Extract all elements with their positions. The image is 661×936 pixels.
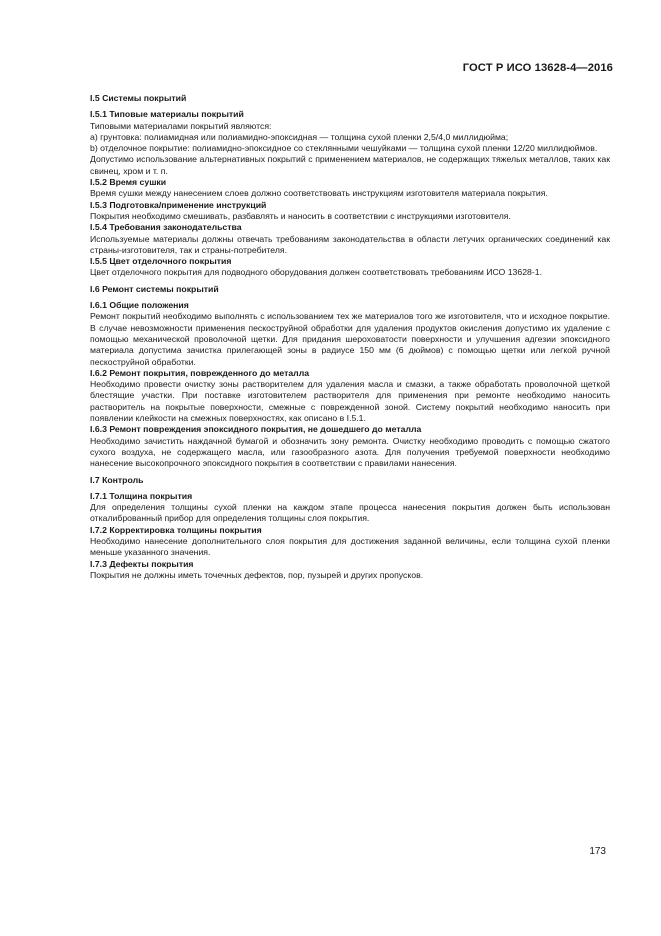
paragraph: Покрытия не должны иметь точечных дефектов, пор, пузырей и других пропусков. — [90, 569, 424, 580]
paragraph: Покрытия необходимо смешивать, разбавлять и наносить в соответствии с инструкциями изготовителя. — [90, 210, 511, 221]
subsection-heading: I.6.2 Ремонт покрытия, поврежденного до металла — [90, 367, 310, 378]
paragraph: Используемые материалы должны отвечать требованиям законодательства в области летучих органических соединений как страны-изготовителя, так и страны-потребителя. — [90, 233, 610, 255]
subsection-heading: I.7.1 Толщина покрытия — [90, 490, 193, 501]
subsection-heading: I.6.3 Ремонт повреждения эпоксидного покрытия, не дошедшего до металла — [90, 424, 422, 435]
subsection-heading: I.5.2 Время сушки — [90, 177, 167, 188]
paragraph: Необходимо нанесение дополнительного слоя покрытия для достижения заданной величины, если толщина сухой пленки меньше указанного значения. — [90, 535, 610, 558]
subsection-heading: I.5.4 Требования законодательства — [90, 222, 242, 233]
paragraph: Ремонт покрытий необходимо выполнять с использованием тех же материалов того же изготовителя, что и исходное покрытие. В случае невозможности применения пескоструйной обработки для удаления продуктов окисления допустимо их удаление с помощью механической проволочной щетки. Для придания шероховатости поверхности и улучшения адгезии эпоксидного материала допустима зачистка прилегающей зоны в радиусе 150 мм (6 дюймов) с помощью щетки или легкой ручной пескоструйной обработки. — [90, 311, 610, 367]
subsection-heading: I.5.3 Подготовка/применение инструкций — [90, 199, 267, 210]
subsection-heading: I.7.3 Дефекты покрытия — [90, 558, 194, 569]
paragraph: Цвет отделочного покрытия для подводного оборудования должен соответствовать требованиям ИСО 13628-1. — [90, 267, 543, 278]
paragraph: b) отделочное покрытие: полиамидно-эпоксидное со стеклянными чешуйками — толщина сухой пленки 12/20 миллидюймов. — [90, 143, 598, 154]
section-heading: I.6 Ремонт системы покрытий — [90, 283, 219, 294]
paragraph: а) грунтовка: полиамидная или полиамидно-эпоксидная — толщина сухой пленки 2,5/4,0 миллидюйма; — [90, 131, 509, 142]
document-body — [90, 93, 610, 581]
paragraph: Необходимо зачистить наждачной бумагой и обозначить зону ремонта. Очистку необходимо проводить с помощью сжатого сухого воздуха, не содержащего масла, или газообразного азота. Для получения требуемой поверхности необходимо нанесение высокопрочного эпоксидного покрытия в соответствии с правилами нанесения. — [90, 435, 610, 469]
paragraph: Для определения толщины сухой пленки на каждом этапе процесса нанесения покрытия должен быть использован откалиброванный прибор для определения толщины слоя покрытия. — [90, 502, 610, 524]
section-heading: I.5 Системы покрытий — [90, 93, 187, 103]
paragraph: Допустимо использование альтернативных покрытий с применением материалов, не содержащих тяжелых металлов, таких как свинец, хром и т. п. — [90, 154, 610, 176]
section-heading: I.7 Контроль — [90, 474, 144, 485]
paragraph: Необходимо провести очистку зоны растворителем для удаления масла и смазки, а также обработать проволочной щеткой блестящие участки. При поставке изготовителем растворителя для применения при ремонте необходимо наносить растворитель на покрытые поверхности, смежные с поврежденной зоной. Систему покрытий необходимо наносить при появлении клейкости на смежных поверхностях, как описано в I.5.1. — [90, 379, 610, 424]
subsection-heading: I.7.2 Корректировка толщины покрытия — [90, 524, 262, 535]
paragraph: Время сушки между нанесением слоев должно соответствовать инструкциям изготовителя материала покрытия. — [90, 188, 548, 199]
subsection-heading: I.6.1 Общие положения — [90, 300, 189, 311]
paragraph: Типовыми материалами покрытий являются: — [90, 120, 272, 131]
subsection-heading: I.5.5 Цвет отделочного покрытия — [90, 256, 232, 267]
page-number: 173 — [589, 846, 606, 857]
subsection-heading: I.5.1 Типовые материалы покрытий — [90, 109, 244, 120]
standard-header: ГОСТ Р ИСО 13628-4—2016 — [462, 62, 613, 74]
